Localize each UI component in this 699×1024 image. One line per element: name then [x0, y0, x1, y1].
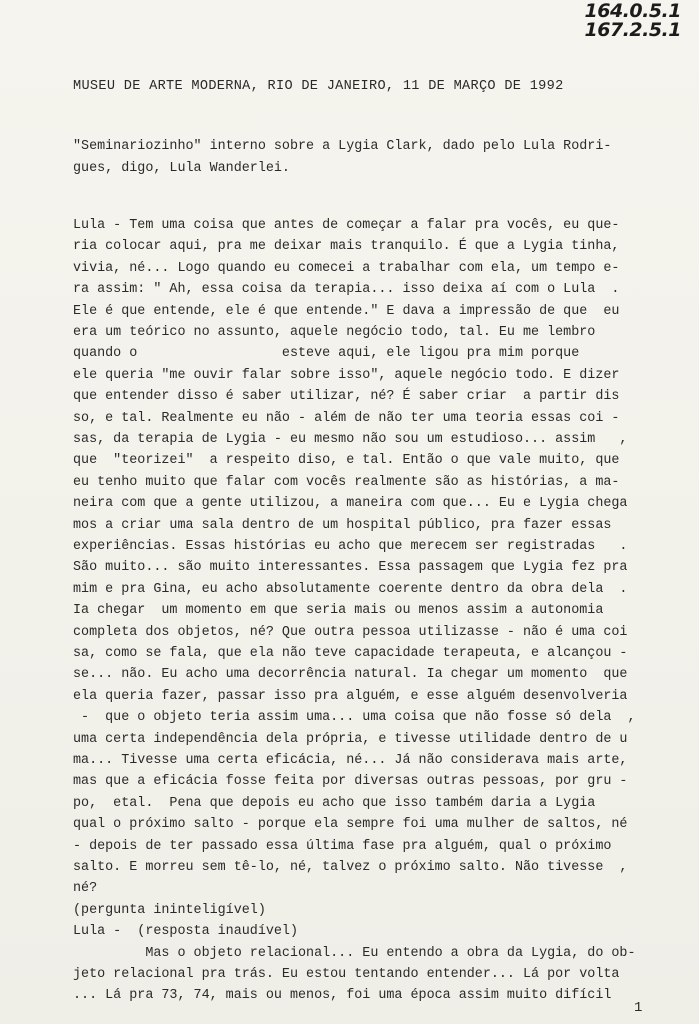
- text-line: ele queria "me ouvir falar sobre isso", aquele negócio todo. E dizer: [73, 367, 620, 383]
- text-line: mos a criar uma sala dentro de um hospital público, pra fazer essas: [73, 517, 612, 533]
- text-line: né?: [73, 881, 98, 897]
- archive-code-line: 164.0.5.1: [584, 0, 681, 22]
- text-line: jeto relacional pra trás. Eu estou tentando entender... Lá por volta: [73, 967, 620, 982]
- text-line: que entender disso é saber utilizar, né? É saber criar a partir dis: [73, 389, 620, 405]
- text-line: - que o objeto teria assim uma... uma coisa que não fosse só dela ,: [73, 710, 636, 726]
- text-line: mim e pra Gina, eu acho absolutamente coerente dentro da obra dela .: [73, 581, 628, 597]
- text-line: Mas o objeto relacional... Eu entendo a obra da Lygia, do ob-: [73, 945, 636, 961]
- text-line: era um teórico no assunto, aquele negócio todo, tal. Eu me lembro: [73, 325, 596, 340]
- text-line: ra assim: " Ah, essa coisa da terapia... isso deixa aí com o Lula .: [73, 282, 620, 298]
- archive-code-handwritten: [585, 2, 681, 40]
- text-line: se... não. Eu acho uma decorrência natural. Ia chegar um momento que: [73, 667, 628, 683]
- text-line: Lula - (resposta inaudível): [73, 924, 298, 940]
- text-line: sa, como se fala, que ela não teve capacidade terapeuta, e alcançou -: [73, 646, 628, 661]
- text-line: salto. E morreu sem tê-lo, né, talvez o próximo salto. Não tivesse ,: [73, 860, 628, 875]
- text-line: qual o próximo salto - porque ela sempre foi uma mulher de saltos, né: [73, 817, 628, 833]
- text-line: neira com que a gente utilizou, a maneira com que... Eu e Lygia chega: [73, 496, 628, 512]
- text-line: uma certa independência dela própria, e tivesse utilidade dentro de u: [73, 731, 628, 747]
- text-line: experiências. Essas histórias eu acho que merecem ser registradas .: [73, 539, 628, 554]
- text-line: (pergunta ininteligível): [73, 902, 266, 918]
- text-line: completa dos objetos, né? Que outra pessoa utilizasse - não é uma coi: [73, 624, 628, 640]
- text-line: ria colocar aqui, pra me deixar mais tranquilo. É que a Lygia tinha,: [73, 239, 620, 255]
- archive-code-line: 167.2.5.1: [584, 19, 681, 41]
- text-line: ela queria fazer, passar isso pra alguém, e esse alguém desenvolveria: [73, 688, 628, 704]
- text-line: "Seminariozinho" interno sobre a Lygia Clark, dado pelo Lula Rodri-: [73, 139, 612, 154]
- text-line: que "teorizei" a respeito diso, e tal. Então o que vale muito, que: [73, 453, 620, 469]
- text-line: po, etal. Pena que depois eu acho que isso também daria a Lygia: [73, 795, 596, 811]
- text-line: Ia chegar um momento em que seria mais ou menos assim a autonomia: [73, 603, 604, 619]
- text-line: ... Lá pra 73, 74, mais ou menos, foi uma época assim muito difícil: [73, 988, 612, 1004]
- text-line: vivia, né... Logo quando eu comecei a trabalhar com ela, um tempo e-: [73, 260, 620, 276]
- text-line: Ele é que entende, ele é que entende." E dava a impressão de que eu: [73, 303, 620, 319]
- text-line: ma... Tivesse uma certa eficácia, né... Já não considerava mais arte,: [73, 753, 628, 768]
- text-line: eu tenho muito que falar com vocês realmente são as histórias, a ma-: [73, 474, 620, 490]
- text-line: São muito... são muito interessantes. Essa passagem que Lygia fez pra: [73, 560, 628, 576]
- text-line: gues, digo, Lula Wanderlei.: [73, 161, 290, 176]
- page-number: 1: [634, 1000, 643, 1016]
- text-line: - depois de ter passado essa última fase pra alguém, qual o próximo: [73, 838, 612, 854]
- text-line: so, e tal. Realmente eu não - além de não ter uma teoria essas coi -: [73, 410, 620, 426]
- text-line: Lula - Tem uma coisa que antes de começar a falar pra vocês, eu que-: [73, 218, 620, 233]
- document-header: MUSEU DE ARTE MODERNA, RIO DE JANEIRO, 11 DE MARÇO DE 1992: [73, 79, 564, 94]
- text-line: mas que a eficácia fosse feita por diversas outras pessoas, por gru -: [73, 774, 628, 790]
- text-line: quando o esteve aqui, ele ligou pra mim porque: [73, 346, 580, 362]
- text-line: sas, da terapia de Lygia - eu mesmo não sou um estudioso... assim ,: [73, 432, 628, 447]
